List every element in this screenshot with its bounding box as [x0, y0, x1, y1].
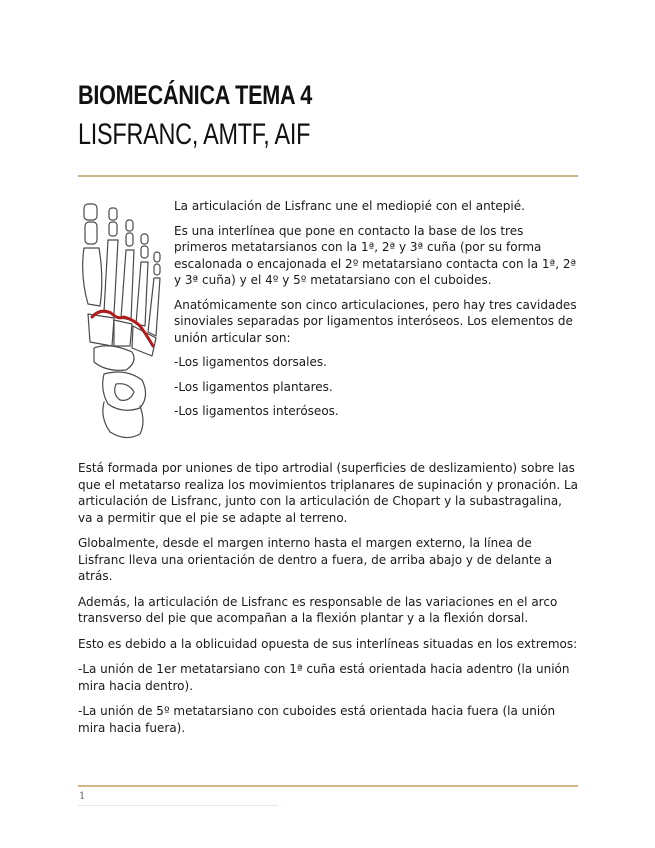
page-subtitle: LISFRANC, AMTF, AIF: [78, 118, 311, 151]
ligament-list-item: -Los ligamentos plantares.: [174, 379, 333, 394]
footer-divider: [78, 785, 578, 787]
body-paragraph: Esto es debido a la oblicuidad opuesta de sus interlíneas situadas en los extremos:: [78, 636, 578, 651]
body-paragraph: Está formada por uniones de tipo artrodial (superficies de deslizamiento) sobre las que el metatarso realiza los movimientos triplanares de supinación y pronación. La articulación de Lisfranc, junto con la articulación de Chopart y la subastragalina, va a permitir que el pie se adapte al terreno.: [78, 461, 579, 525]
footer-line: [78, 805, 278, 806]
header-divider: [78, 175, 578, 177]
page-number: 1: [79, 791, 86, 802]
body-list-item: -La unión de 1er metatarsiano con 1ª cuña está orientada hacia adentro (la unión mira hacia dentro).: [78, 662, 570, 693]
body-paragraph: Además, la articulación de Lisfranc es responsable de las variaciones en el arco transverso del pie que acompañan a la flexión plantar y a la flexión dorsal.: [78, 594, 558, 625]
intro-paragraph: Es una interlínea que pone en contacto la base de los tres primeros metatarsianos con la 1ª, 2ª y 3ª cuña (por su forma escalonada o encajonada el 2º metatarsiano contacta con la 1ª, 2ª y 3ª cuña) y el 4º y 5º metatarsiano con el cuboides.: [174, 223, 577, 287]
foot-skeleton-figure: [76, 196, 166, 446]
body-list-item: -La unión de 5º metatarsiano con cuboides está orientada hacia fuera (la unión mira hacia fuera).: [78, 704, 556, 735]
body-paragraph: Globalmente, desde el margen interno hasta el margen externo, la línea de Lisfranc lleva una orientación de dentro a fuera, de arriba abajo y de delante a atrás.: [78, 536, 553, 583]
intro-paragraph: La articulación de Lisfranc une el mediopié con el antepié.: [174, 199, 525, 213]
foot-skeleton-icon: [76, 196, 166, 446]
body-text: [78, 460, 580, 745]
ligament-list-item: -Los ligamentos dorsales.: [174, 355, 327, 369]
ligament-list-item: -Los ligamentos interóseos.: [174, 404, 339, 418]
intro-paragraph: Anatómicamente son cinco articulaciones, pero hay tres cavidades sinoviales separadas por ligamentos interóseos. Los elementos de unión articular son:: [174, 297, 577, 345]
intro-text: [174, 198, 579, 428]
page-title: BIOMECÁNICA TEMA 4: [78, 80, 313, 110]
